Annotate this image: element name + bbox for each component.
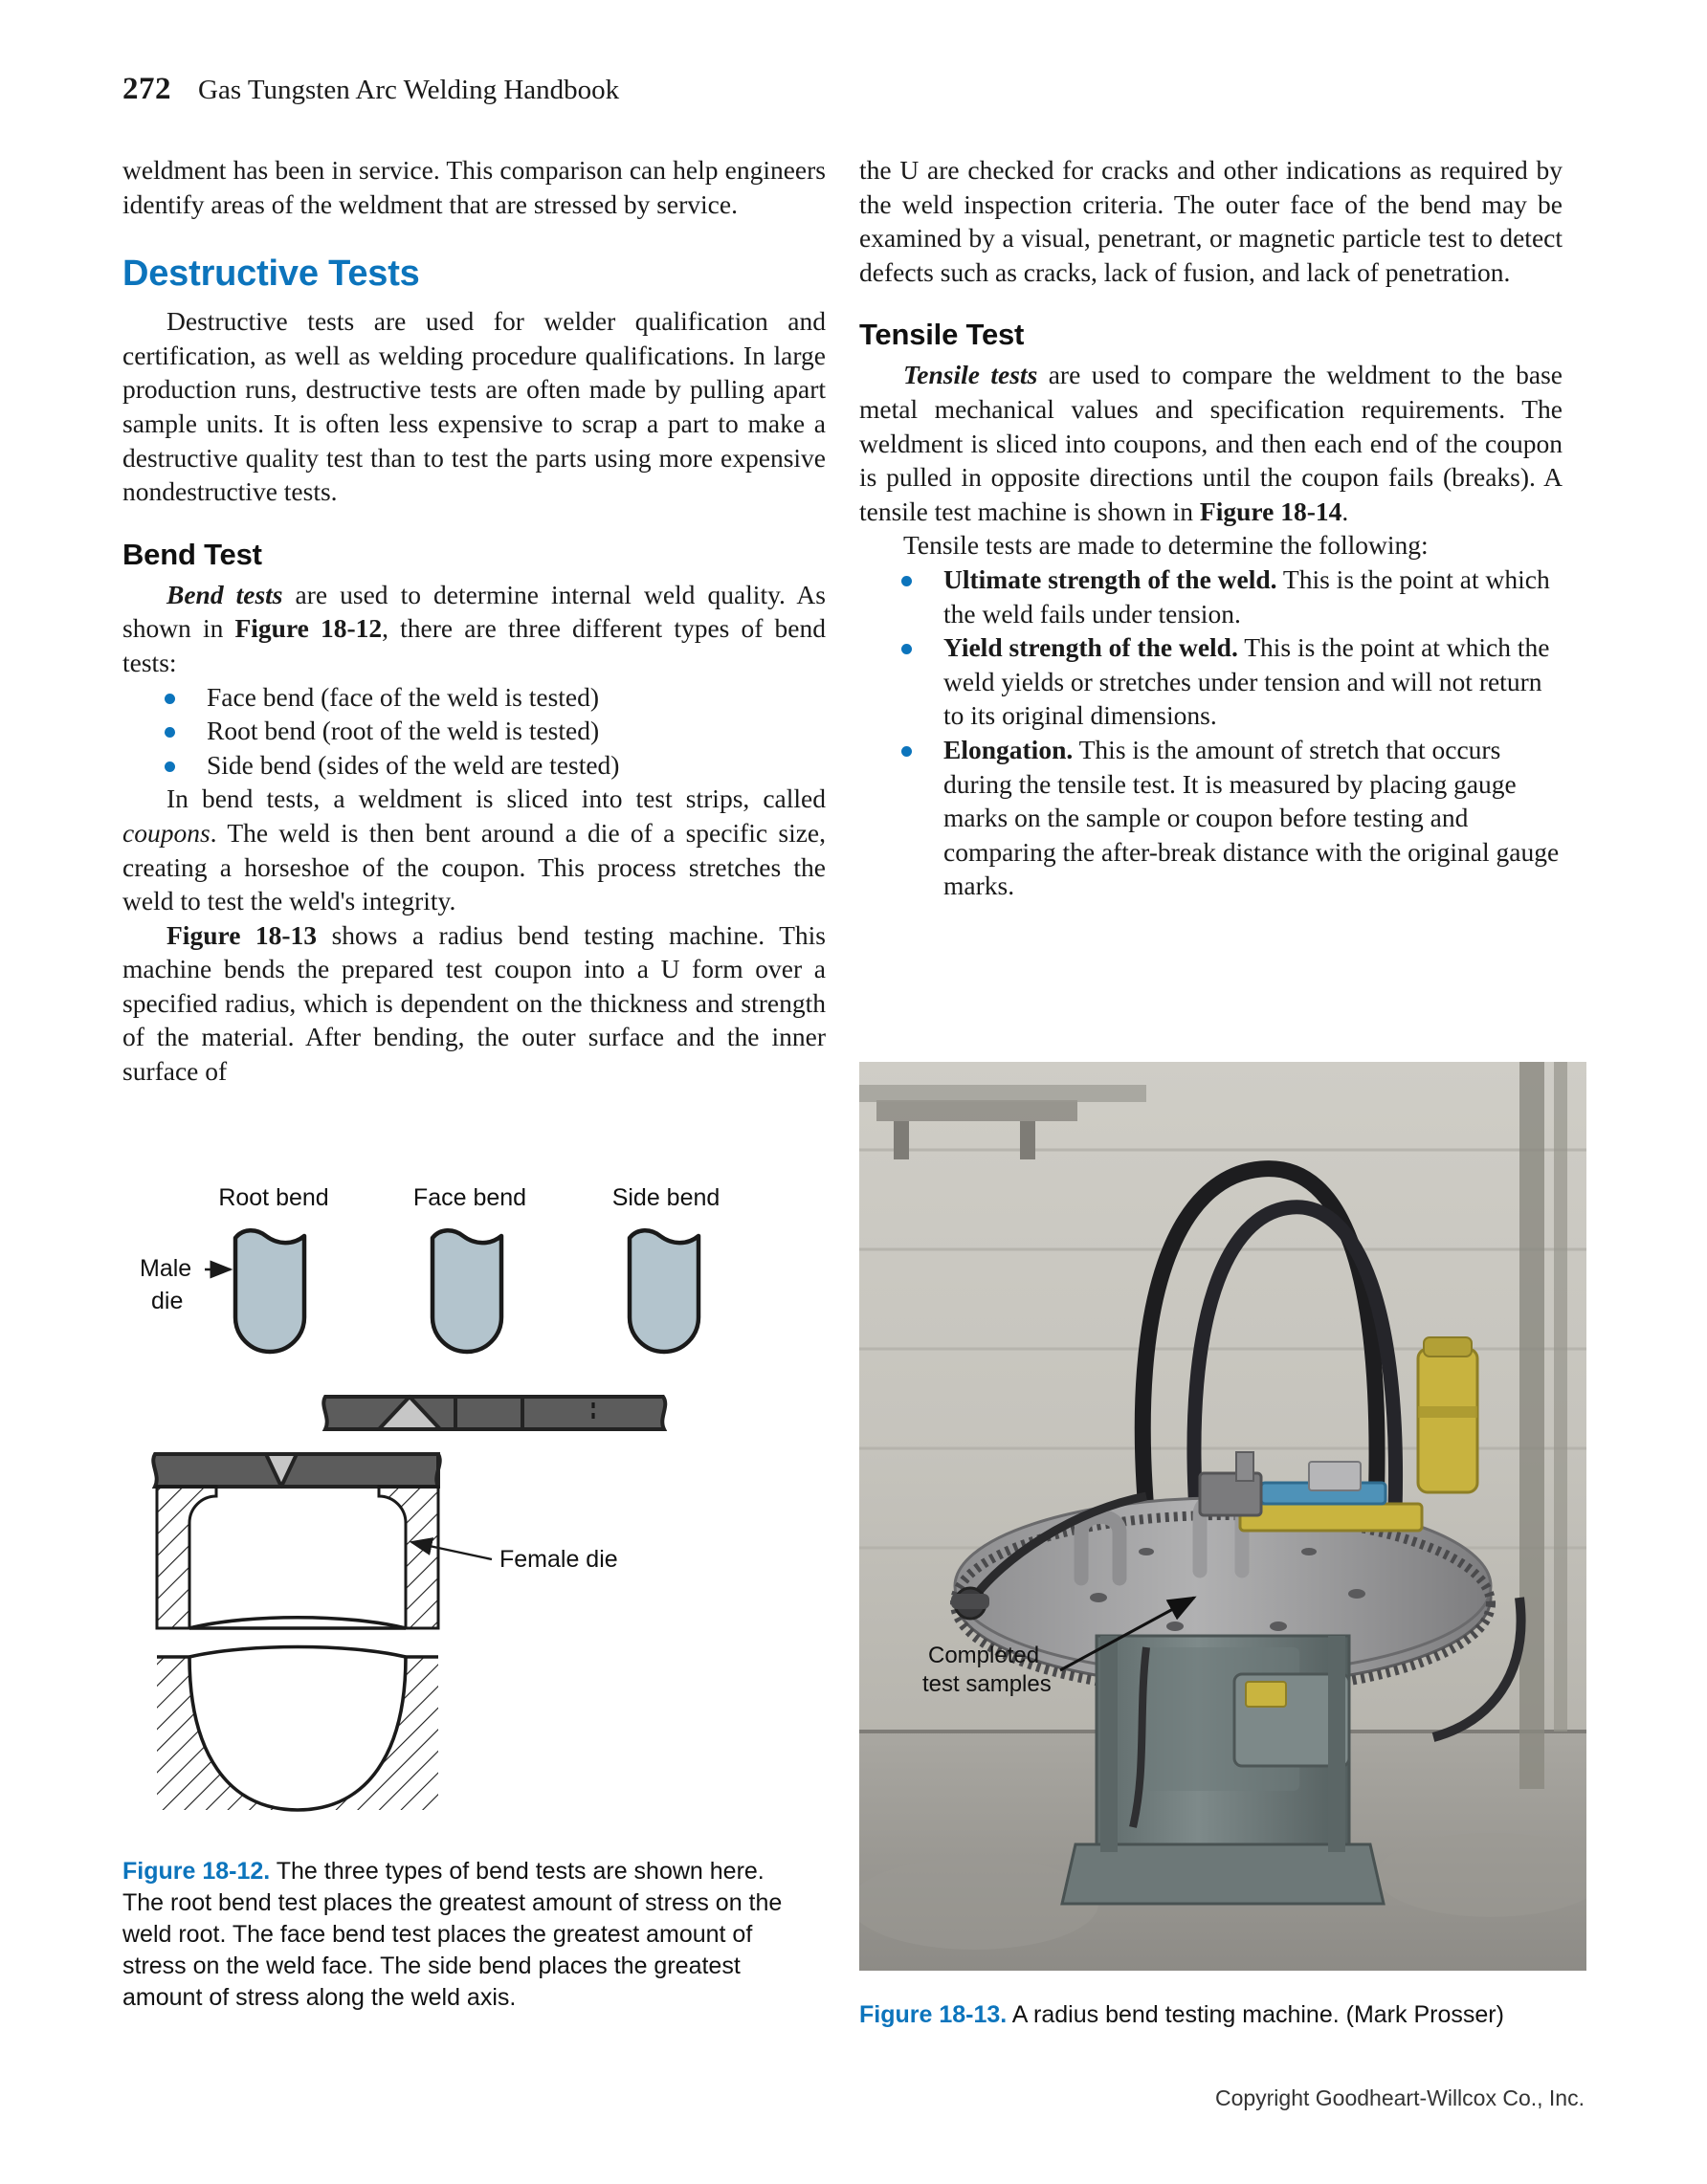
- caption-label: Figure 18-12.: [122, 1858, 271, 1885]
- female-die-upper-block: [157, 1487, 438, 1628]
- annotation-completed-line2: test samples: [922, 1671, 1052, 1697]
- annotation-completed-line1: Completed: [928, 1643, 1040, 1668]
- coupon-bar-face-bend: [323, 1397, 524, 1429]
- paragraph-intro: weldment has been in service. This comparison can help engineers identify areas of the weldment that are stressed by service.: [122, 155, 826, 219]
- coupon-bar-side-bend: [522, 1397, 665, 1429]
- caption-text: A radius bend testing machine. (Mark Prosser): [1007, 2001, 1504, 2028]
- coupon-bend-lower-curve: [189, 1647, 406, 1658]
- label-female-die: Female die: [499, 1546, 618, 1573]
- term-tensile-tests: Tensile tests: [903, 360, 1038, 390]
- heading-destructive-tests: Destructive Tests: [122, 254, 420, 295]
- bullet-text: This is the point at which the weld yields or stretches under tension and will not return to its original dimensions.: [943, 632, 1550, 731]
- machine-pedestal: [1062, 1636, 1384, 1904]
- coupons-text-a: In bend tests, a weldment is sliced into test strips, called: [166, 783, 826, 814]
- tensile-text-a: are used to compare the weldment to the base metal mechanical values and specification requirements. The weldment is sliced into coupons, and then each end of the coupon is pulled in opposite directions until the coupon fails (breaks). A tensile test machine is shown in: [859, 360, 1563, 526]
- bullet-term: Yield strength of the weld.: [943, 632, 1238, 663]
- bend-text-a: are used to determine internal weld quality. As shown in: [122, 579, 826, 644]
- male-die-root-bend: [235, 1230, 304, 1352]
- heading-tensile-test: Tensile Test: [859, 318, 1025, 352]
- paragraph-determine: Tensile tests are made to determine the following:: [903, 530, 1429, 561]
- paragraph-destructive: Destructive tests are used for welder qualification and certification, as well as welding procedure qualifications. In large production runs, destructive tests are often made by pulling apart sample units. It is often less expensive to scrap a part to make a destructive quality test than to test the parts using more expensive nondestructive tests.: [122, 306, 826, 507]
- bullet-text: This is the point at which the weld fails under tension.: [943, 563, 1550, 629]
- list-item: Root bend (root of the weld is tested): [122, 714, 826, 748]
- male-die-face-bend: [432, 1230, 501, 1352]
- label-male-die-line2: die: [151, 1288, 184, 1314]
- figure-ref-18-14: Figure 18-14: [1199, 496, 1342, 526]
- label-root-bend: Root bend: [218, 1184, 329, 1211]
- label-male-die-line1: Male: [140, 1255, 192, 1282]
- coupons-text-b: . The weld is then bent around a die of a specific size, creating a horseshoe of the coupon. This process stretches the weld to test the weld's integrity.: [122, 817, 826, 916]
- list-item: [859, 630, 1563, 733]
- figure-18-13-photo: [859, 1062, 1586, 1971]
- radius-text: shows a radius bend testing machine. This machine bends the prepared test coupon into a U form over a specified radius, which is dependent on the thickness and strength of the material. After bending, the outer surface and the inner surface of: [122, 919, 826, 1087]
- figure-ref-18-12: Figure 18-12: [234, 613, 383, 644]
- paragraph-bend-test: [122, 578, 826, 680]
- tensile-text-b: .: [1341, 496, 1349, 526]
- motor-label: [1246, 1682, 1286, 1707]
- paragraph-radius-machine: [122, 918, 826, 1089]
- figure-18-12-caption: [122, 1856, 797, 2014]
- bend-text-b: , there are three different types of bend tests:: [122, 613, 826, 677]
- copyright-line: Copyright Goodheart-Willcox Co., Inc.: [1214, 2085, 1585, 2110]
- figure-18-13-caption: [859, 1999, 1586, 2031]
- female-die-lower-block: [157, 1647, 438, 1811]
- book-title: Gas Tungsten Arc Welding Handbook: [198, 75, 620, 105]
- left-column: [122, 153, 826, 1089]
- hydraulic-cylinder: [1418, 1337, 1477, 1492]
- term-coupons: coupons: [122, 817, 211, 848]
- caption-text: The three types of bend tests are shown here. The root bend test places the greatest amount of stress on the weld root. The face bend test places the greatest amount of stress on the weld face. The side bend places the greatest amount of stress along the weld axis.: [122, 1858, 783, 2011]
- list-item: Face bend (face of the weld is tested): [122, 680, 826, 715]
- bend-test-bullet-list: [122, 680, 826, 783]
- list-item: Side bend (sides of the weld are tested): [122, 748, 826, 783]
- page-number: 272: [122, 72, 171, 106]
- label-side-bend: Side bend: [611, 1184, 720, 1211]
- right-column: [859, 153, 1563, 903]
- coupon-bar-root-bend: [153, 1454, 440, 1487]
- bullet-text: This is the amount of stretch that occurs during the tensile test. It is measured by placing gauge marks on the sample or coupon before testing and comparing the after-break distance with the original gauge marks.: [943, 734, 1560, 901]
- paragraph-tensile: [859, 358, 1563, 528]
- label-face-bend: Face bend: [412, 1184, 527, 1211]
- paragraph-coupons: [122, 782, 826, 917]
- list-item: [859, 733, 1563, 903]
- term-bend-tests: Bend tests: [166, 579, 283, 609]
- tensile-bullet-list: [859, 563, 1563, 903]
- figure-18-12-diagram: [122, 1179, 826, 1839]
- figure-ref-18-13: Figure 18-13: [166, 919, 318, 950]
- heading-bend-test: Bend Test: [122, 537, 262, 571]
- bullet-term: Ultimate strength of the weld.: [943, 563, 1277, 594]
- male-die-side-bend: [630, 1230, 698, 1352]
- running-head: [122, 72, 619, 107]
- caption-label: Figure 18-13.: [859, 2001, 1008, 2028]
- bullet-term: Elongation.: [943, 734, 1074, 764]
- list-item: [859, 563, 1563, 630]
- paragraph-right-top: the U are checked for cracks and other indications as required by the weld inspection criteria. The outer face of the bend may be examined by a visual, penetrant, or magnetic particle test to detect defects such as cracks, lack of fusion, and lack of penetration.: [859, 155, 1563, 287]
